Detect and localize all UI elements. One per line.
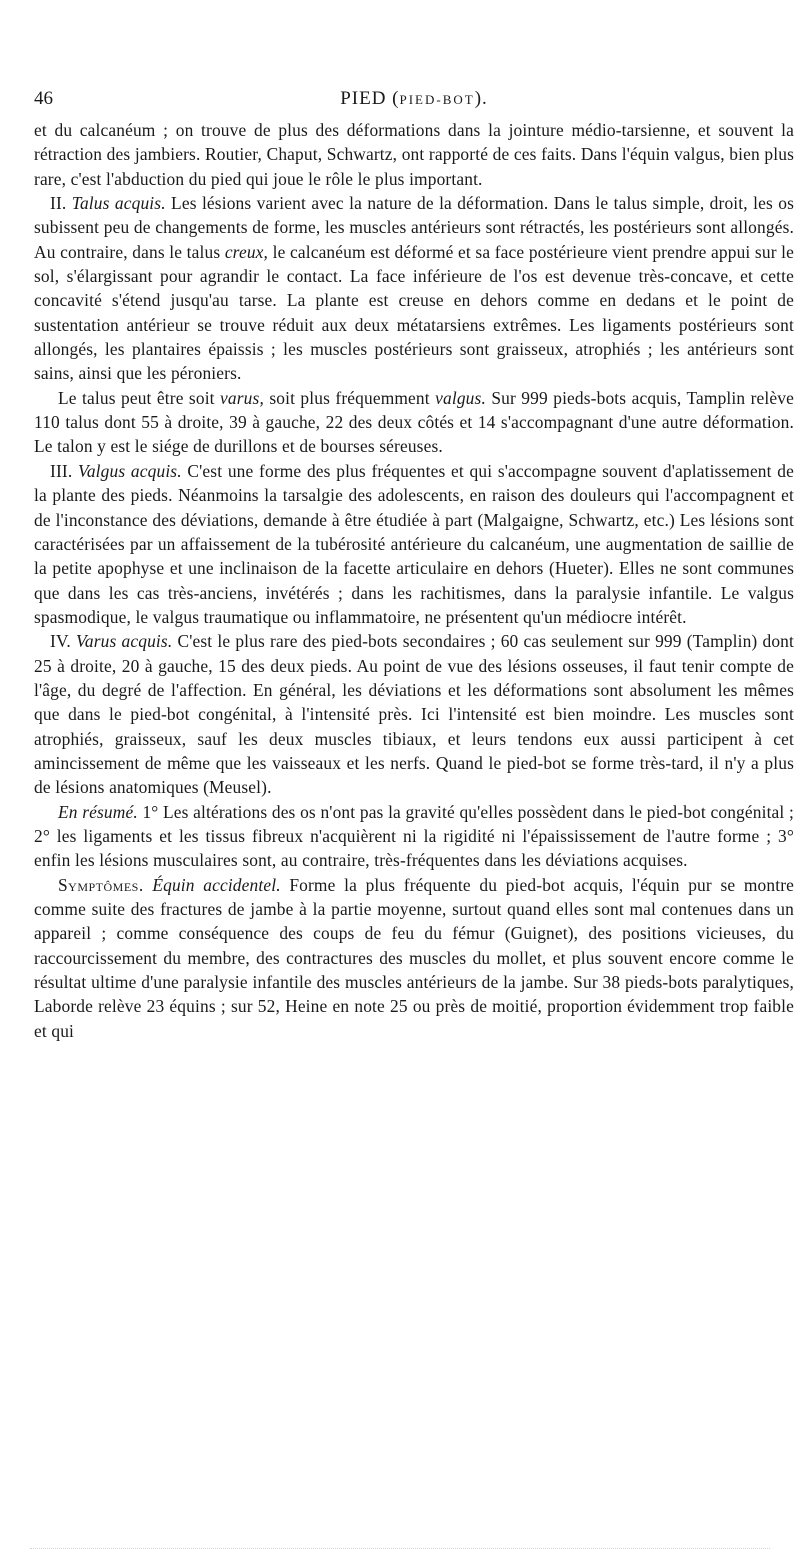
paragraph-text: soit plus fréquemment [269,387,430,408]
paragraph-text: Les lésions varient avec la nature de la déformation. Dans le talus simple, droit, les os subissent peu de changements de forme, les muscles antérieurs sont rétractés, les postérieurs sont allongés. Au contraire, dans le talus [34,193,794,262]
paragraph-text: le calcanéum est déformé et sa face postérieure vient prendre appui sur le sol, s'élargissant pour agrandir le contact. La face inférieure de l'os est devenue très-concave, et cette concavité s'étend jusqu'au tarse. La plante est creuse en dehors comme en dedans et le point de sustentation antérieur se trouve réduit aux deux métatarsiens extrêmes. Les ligaments postérieurs sont allongés, les plantaires épaissis ; les muscles postérieurs sont graisseux, atrophiés ; les antérieurs sont sains, ainsi que les péroniers. [34,241,795,384]
running-title-end: ). [474,88,488,109]
scan-noise-line [30,1548,770,1551]
paragraph-resume [34,800,794,873]
paragraph-text: C'est une forme des plus fréquentes et qui s'accompagne souvent d'aplatissement de la plante des pieds. Néanmoins la tarsalgie des adolescents, en raison des douleurs qui l'accompagnent et de l'inconstance des déviations, demande à être étudiée à part (Malgaigne, Schwartz, etc.) Les lésions sont caractérisées par un affaissement de la tubérosité antérieure du calcanéum, une augmentation de saillie de la petite apophyse et une inclinaison de la facette articulaire en dehors (Hueter). Elles ne sont communes que dans les cas très-anciens, invétérés ; dans les rachitismes, dans la paralysie infantile. Le valgus spasmodique, le valgus traumatique ou inflammatoire, ne présentent qu'un médiocre intérêt. [34,460,794,627]
section-title: Valgus acquis. [77,460,182,481]
paragraph-text: C'est le plus rare des pied-bots secondaires ; 60 cas seulement sur 999 (Tamplin) dont 25 à droite, 20 à gauche, 15 des deux pieds. Au point de vue des lésions osseuses, il faut tenir compte de l'âge, du degré de l'affection. En général, les déviations et les déformations sont absolument les mêmes que dans le pied-bot congénital, à l'intensité près. Ici l'intensité est bien moindre. Les muscles sont atrophiés, graisseux, sauf les deux muscles tibiaux, et leurs tendons eux aussi participent à cet amincissement de même que les vaisseaux et les nerfs. Quand le pied-bot se forme très-tard, il n'y a plus de lésions anatomiques (Meusel). [34,631,795,798]
paragraph-text: 1° Les altérations des os n'ont pas la gravité qu'elles possèdent dans le pied-bot congénital ; 2° les ligaments et les tissus fibreux n'acquièrent ni la rigidité ni l'épaississement de l'autre forme ; 3° enfin les lésions musculaires sont, au contraire, très-fréquentes dans les déviations acquises. [34,801,794,871]
emphasis: varus, [220,387,264,408]
section-number: III. [50,460,73,481]
paragraph-varus [34,629,794,799]
page-number: 46 [34,88,53,109]
paragraph-text: Le talus peut être soit [58,387,215,408]
running-title [34,88,794,110]
emphasis: creux, [224,241,269,262]
section-title: Talus acquis. [71,193,166,214]
paragraph-valgus [34,459,794,629]
section-title: Équin accidentel. [152,874,281,895]
running-title-main: PIED ( [340,88,400,109]
section-number: II. [50,193,67,214]
emphasis: valgus. [435,387,486,408]
body-text [34,118,794,1043]
book-page [34,88,794,1043]
paragraph-talus-types [34,386,794,459]
running-title-small: PIED-BOT [399,92,475,107]
paragraph-symptomes [34,873,794,1043]
paragraph-text: Forme la plus fréquente du pied-bot acquis, l'équin pur se montre comme suite des fractures de jambe à la partie moyenne, surtout quand elles sont mal contenues dans un appareil ; comme conséquence des coups de feu du fémur (Guignet), des positions vicieuses, du raccourcissement du membre, des contractures des muscles du mollet, et plus souvent encore comme le résultat ultime d'une paralysie infantile des muscles antérieurs de la jambe. Sur 38 pieds-bots paralytiques, Laborde relève 23 équins ; sur 52, Heine en note 25 ou près de moitié, proportion évidemment trop faible et qui [34,874,795,1041]
section-heading: Symptômes. [58,874,144,895]
section-title: En résumé. [58,801,138,822]
section-title: Varus acquis. [76,631,173,652]
section-number: IV. [50,631,71,652]
paragraph-talus [34,191,794,386]
paragraph-1: et du calcanéum ; on trouve de plus des déformations dans la jointure médio-tarsienne, et souvent la rétraction des jambiers. Routier, Chaput, Schwartz, ont rapporté de ces faits. Dans l'équin valgus, bien plus rare, c'est l'abduction du pied qui joue le rôle le plus important. [34,120,794,189]
paragraph-text: Sur 999 pieds-bots acquis, Tamplin relève 110 talus dont 55 à droite, 39 à gauche, 22 des deux côtés et 14 s'accompagnant d'une autre déformation. Le talon y est le siége de durillons et de bourses séreuses. [34,387,794,457]
page-header [34,88,794,118]
